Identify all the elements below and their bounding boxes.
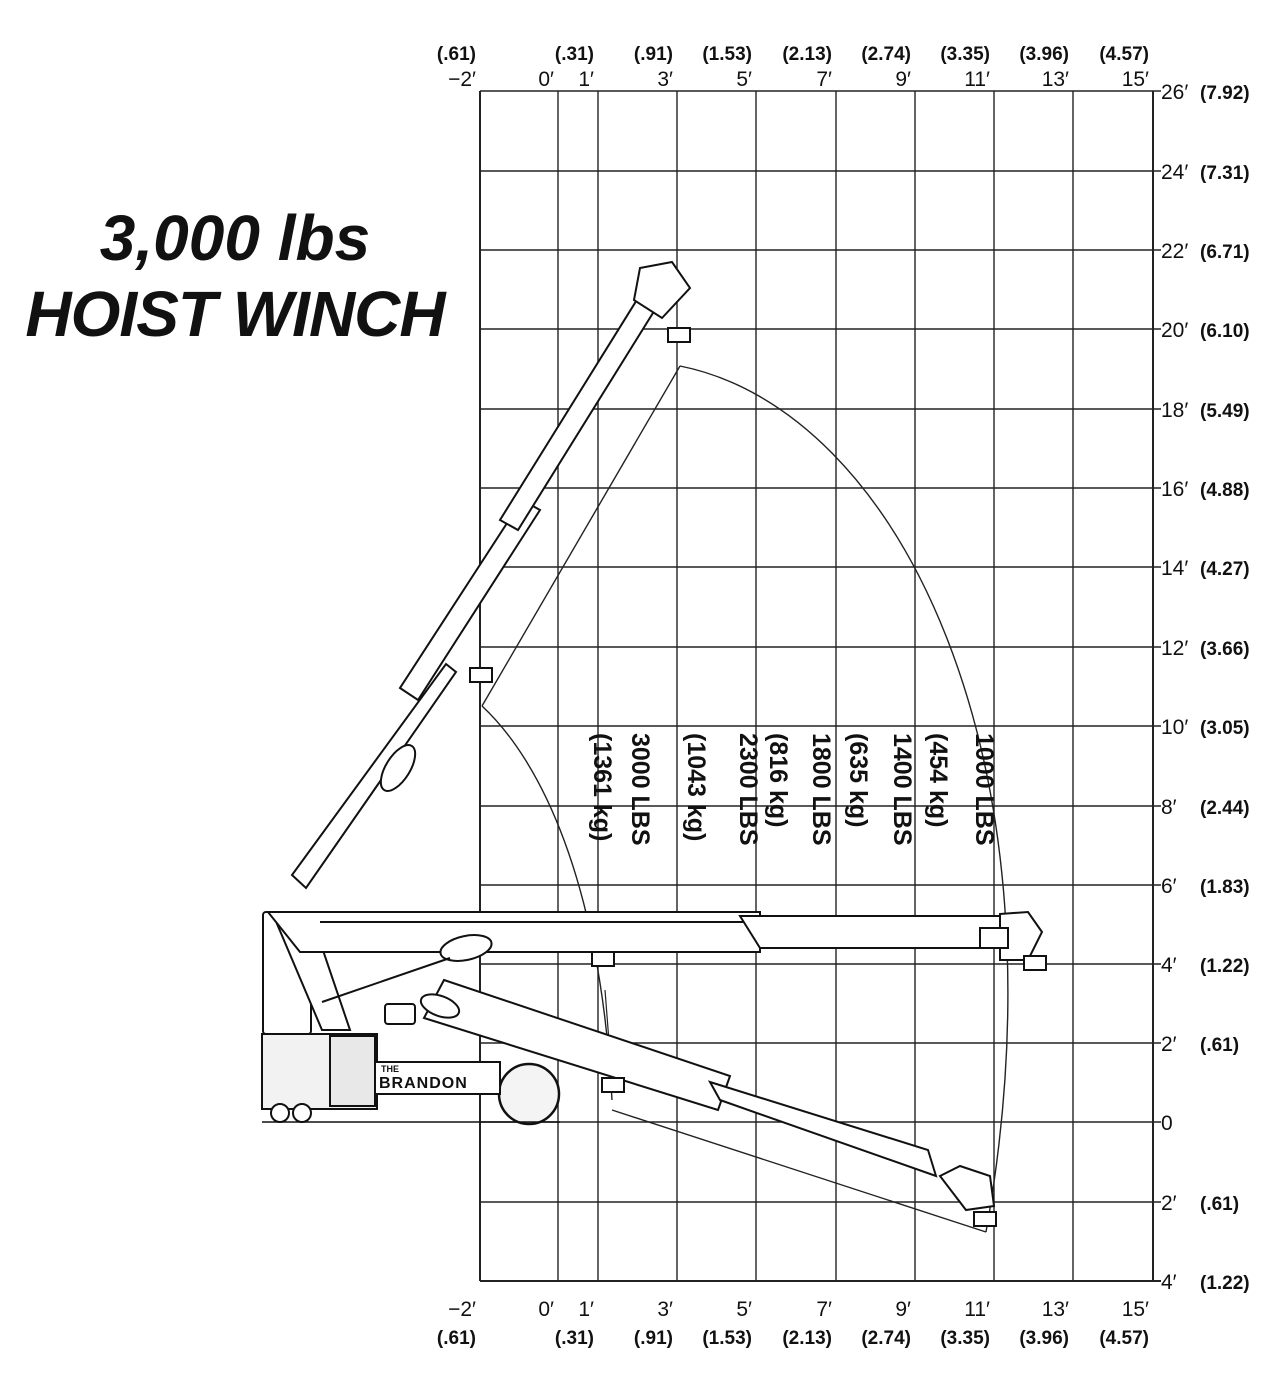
y-tick-m: (1.83): [1200, 877, 1250, 898]
x-tick-top-ft: 13′: [1041, 68, 1069, 91]
y-tick-m: (7.92): [1200, 83, 1250, 104]
x-tick-bottom-ft: 15′: [1121, 1298, 1149, 1321]
y-tick-m: (7.31): [1200, 163, 1250, 184]
y-tick-m: (1.22): [1200, 1273, 1250, 1294]
y-tick-ft: 6′: [1161, 875, 1177, 898]
counterweight-panel: [385, 1004, 415, 1024]
y-tick-ft: 10′: [1161, 716, 1189, 739]
x-tick-top-ft: 5′: [736, 68, 752, 91]
x-tick-bottom-ft: 7′: [816, 1298, 832, 1321]
y-tick-ft: 0: [1161, 1112, 1173, 1135]
y-tick-ft: 2′: [1161, 1192, 1177, 1215]
capacity-kg: (1043 kg): [682, 733, 710, 842]
boom-low-head: [940, 1166, 994, 1210]
y-tick-ft: 26′: [1161, 81, 1189, 104]
y-tick-ft: 8′: [1161, 796, 1177, 819]
y-tick-ft: 24′: [1161, 161, 1189, 184]
caster-wheel-right: [293, 1104, 311, 1122]
y-tick-ft: 16′: [1161, 478, 1189, 501]
hook-block-horizontal-2: [1024, 956, 1046, 970]
x-tick-bottom-ft: 0′: [538, 1298, 554, 1321]
x-tick-top-m: (1.53): [702, 44, 752, 65]
x-tick-bottom-ft: 3′: [657, 1298, 673, 1321]
x-tick-top-m: (2.74): [861, 44, 911, 65]
capacity-kg: (454 kg): [924, 733, 952, 828]
drive-wheel: [499, 1064, 559, 1124]
grid: [480, 91, 1161, 1281]
y-tick-ft: 4′: [1161, 1271, 1177, 1294]
x-tick-top-ft: 11′: [964, 68, 990, 91]
capacity-lbs: 3000 LBS: [626, 733, 654, 846]
x-tick-top-m: (4.57): [1099, 44, 1149, 65]
hook-block-raised-top: [668, 328, 690, 342]
x-tick-bottom-m: (4.57): [1099, 1328, 1149, 1349]
y-tick-m: (1.22): [1200, 956, 1250, 977]
hook-block-raised-low: [470, 668, 492, 682]
x-tick-top-ft: 15′: [1121, 68, 1149, 91]
x-tick-top-ft: 3′: [657, 68, 673, 91]
boom-raised-outer: [292, 664, 456, 888]
y-tick-ft: 2′: [1161, 1033, 1177, 1056]
y-tick-m: (6.10): [1200, 321, 1250, 342]
capacity-lbs: 2300 LBS: [734, 733, 762, 846]
y-tick-m: (5.49): [1200, 401, 1250, 422]
capacity-lbs: 1400 LBS: [888, 733, 916, 846]
y-tick-ft: 18′: [1161, 399, 1189, 422]
x-tick-top-m: (3.96): [1019, 44, 1069, 65]
x-tick-bottom-m: (.31): [554, 1328, 594, 1349]
y-tick-m: (3.05): [1200, 718, 1250, 739]
x-tick-bottom-m: (1.53): [702, 1328, 752, 1349]
y-tick-ft: 20′: [1161, 319, 1189, 342]
axis-labels: [437, 44, 1250, 1349]
boom-low-inner: [710, 1082, 936, 1176]
capacity-labels: [588, 733, 998, 846]
title-capacity: 3,000 lbs: [99, 202, 371, 274]
hook-block-lowered-1: [602, 1078, 624, 1092]
capacity-kg: (1361 kg): [588, 733, 616, 842]
x-tick-top-m: (.31): [554, 44, 594, 65]
capacity-lbs: 1000 LBS: [970, 733, 998, 846]
y-tick-ft: 22′: [1161, 240, 1189, 263]
x-tick-bottom-ft: 5′: [736, 1298, 752, 1321]
y-tick-ft: 14′: [1161, 557, 1189, 580]
x-tick-bottom-m: (.91): [633, 1328, 673, 1349]
x-tick-bottom-ft: 1′: [578, 1298, 594, 1321]
y-tick-m: (6.71): [1200, 242, 1250, 263]
y-tick-m: (4.27): [1200, 559, 1250, 580]
caster-wheel-left: [271, 1104, 289, 1122]
brand-small: THE: [381, 1064, 399, 1074]
x-tick-top-ft: 7′: [816, 68, 832, 91]
x-tick-bottom-ft: 13′: [1041, 1298, 1069, 1321]
x-tick-bottom-m: (3.35): [940, 1328, 990, 1349]
y-tick-ft: 4′: [1161, 954, 1177, 977]
x-tick-top-ft: 0′: [538, 68, 554, 91]
boom-raised-inner: [500, 282, 666, 530]
capacity-lbs: 1800 LBS: [807, 733, 835, 846]
y-tick-m: (4.88): [1200, 480, 1250, 501]
boom-h-inner: [740, 916, 1010, 948]
hook-block-horizontal-1: [592, 952, 614, 966]
x-tick-top-m: (3.35): [940, 44, 990, 65]
brand-name: BRANDON: [379, 1075, 468, 1092]
y-tick-m: (3.66): [1200, 639, 1250, 660]
y-tick-ft: 12′: [1161, 637, 1189, 660]
title-hoist-winch: HOIST WINCH: [25, 278, 445, 350]
motor-box: [330, 1036, 375, 1106]
x-tick-bottom-ft: −2′: [448, 1298, 476, 1321]
x-tick-top-ft: 9′: [895, 68, 911, 91]
x-tick-bottom-m: (2.74): [861, 1328, 911, 1349]
y-tick-m: (.61): [1200, 1194, 1240, 1215]
y-tick-m: (2.44): [1200, 798, 1250, 819]
x-tick-bottom-ft: 9′: [895, 1298, 911, 1321]
hook-block-lowered-2: [974, 1212, 996, 1226]
x-tick-top-m: (.91): [633, 44, 673, 65]
y-tick-m: (.61): [1200, 1035, 1240, 1056]
x-tick-top-ft: 1′: [578, 68, 594, 91]
x-tick-bottom-m: (2.13): [782, 1328, 832, 1349]
capacity-kg: (816 kg): [764, 733, 792, 828]
boom-h-box: [980, 928, 1008, 948]
x-tick-top-m: (2.13): [782, 44, 832, 65]
capacity-kg: (635 kg): [844, 733, 872, 828]
x-tick-bottom-ft: 11′: [964, 1298, 990, 1321]
x-tick-bottom-m: (.61): [436, 1328, 476, 1349]
x-tick-top-ft: −2′: [448, 68, 476, 91]
x-tick-bottom-m: (3.96): [1019, 1328, 1069, 1349]
boom-horizontal: [268, 912, 1046, 1002]
boom-h-outer: [268, 912, 760, 952]
x-tick-top-m: (.61): [436, 44, 476, 65]
